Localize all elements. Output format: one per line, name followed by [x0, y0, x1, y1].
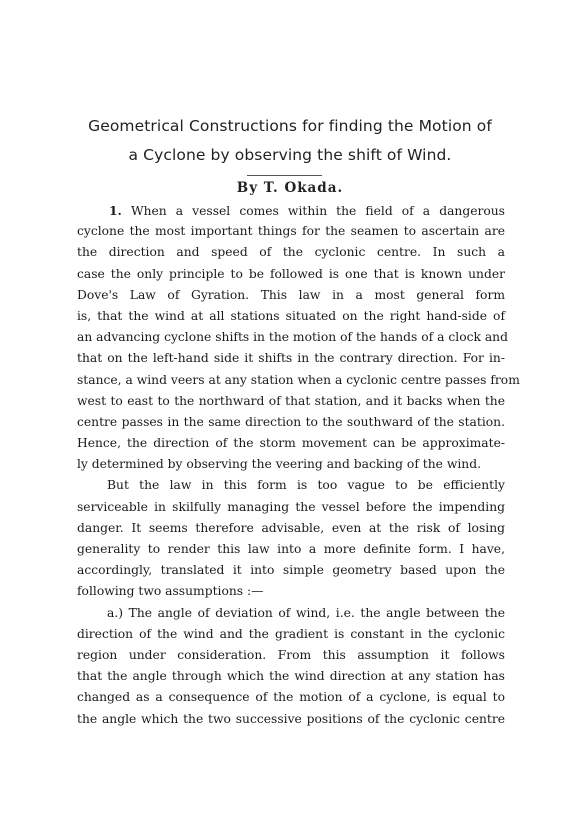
text-line: ly determined by observing the veering and backing of the wind.: [77, 457, 481, 472]
text-line-content: When a vessel comes within the field of a dangerous: [130, 204, 505, 218]
text-line: Hence, the direction of the storm movement can be approximate-: [77, 436, 505, 451]
article-title: [60, 112, 520, 170]
paragraph-3: [77, 603, 505, 730]
title-line-1: Geometrical Constructions for finding the Motion of: [88, 117, 492, 135]
text-line: accordingly, translated it into simple geometry based upon the: [77, 563, 505, 578]
text-line: stance, a wind veers at any station when a cyclonic centre passes from: [77, 372, 520, 387]
text-line: that on the left-hand side it shifts in the contrary direction. For in-: [77, 351, 505, 366]
text-line: changed as a consequence of the motion of a cyclone, is equal to: [77, 690, 505, 705]
paragraph-1: [77, 200, 520, 475]
title-line-2: a Cyclone by observing the shift of Wind.: [128, 146, 452, 164]
paragraph-2: [77, 475, 505, 602]
text-line: the direction and speed of the cyclonic centre. In such a: [77, 245, 505, 260]
text-line: Dove's Law of Gyration. This law in a most general form: [77, 287, 505, 302]
author-byline: By T. Okada.: [236, 180, 344, 196]
text-line: centre passes in the same direction to the southward of the station.: [77, 414, 505, 429]
text-line: direction of the wind and the gradient is constant in the cyclonic: [77, 626, 505, 641]
text-line: is, that the wind at all stations situated on the right hand-side of: [77, 308, 505, 323]
text-line: But the law in this form is too vague to be efficiently: [107, 478, 505, 493]
text-line: case the only principle to be followed is one that is known under: [77, 266, 505, 281]
text-line: following two assumptions :—: [77, 584, 264, 599]
text-line: region under consideration. From this assumption it follows: [77, 647, 505, 662]
text-line: a.) The angle of deviation of wind, i.e. the angle between the: [107, 605, 505, 620]
text-line: cyclone the most important things for the seamen to ascertain are: [77, 224, 505, 239]
text-line: danger. It seems therefore advisable, even at the risk of losing: [77, 520, 505, 535]
text-line: west to east to the northward of that station, and it backs when the: [77, 393, 505, 408]
section-number: 1.: [109, 203, 122, 218]
text-line: serviceable in skilfully managing the vessel before the impending: [77, 499, 505, 514]
text-line: the angle which the two successive positions of the cyclonic centre: [77, 711, 505, 726]
text-line: generality to render this law into a more definite form. I have,: [77, 542, 505, 556]
text-line: [77, 200, 505, 221]
article-body: [77, 200, 520, 730]
title-divider: [247, 175, 322, 176]
text-line: an advancing cyclone shifts in the motion of the hands of a clock and: [77, 330, 508, 345]
text-line: that the angle through which the wind direction at any station has: [77, 669, 505, 684]
